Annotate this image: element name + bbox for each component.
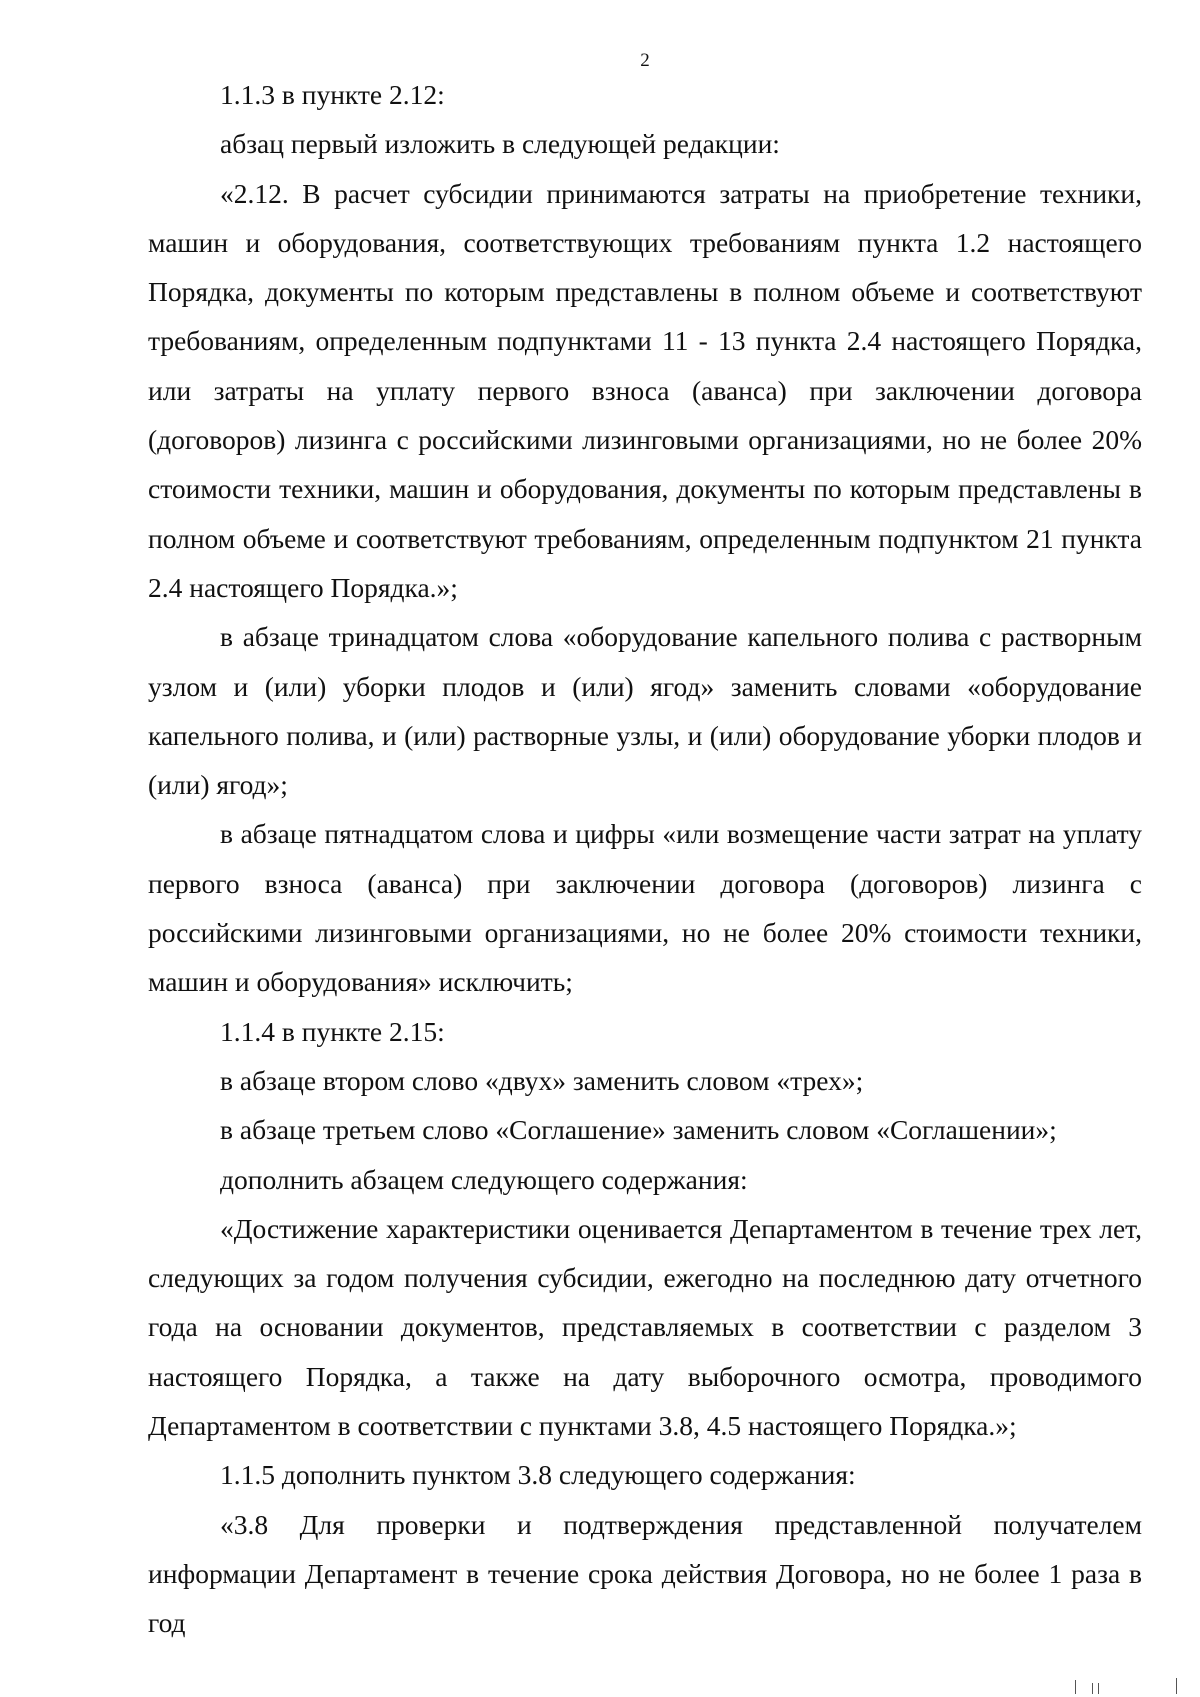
page-number: 2 [640,50,650,71]
paragraph: в абзаце тринадцатом слова «оборудование капельного полива с растворным узлом и (или) уборки плодов и (или) ягод» заменить словами «оборудование капельного полива, и (или) растворные узлы, и (или) оборудование уборки плодов и (или) ягод»; [148,621,1142,801]
document-text [148,70,1142,1648]
paragraph: «2.12. В расчет субсидии принимаются затраты на приобретение техники, машин и оборудования, соответствующих требованиям пункта 1.2 настоящего Порядка, документы по которым представлены в полном объеме и соответствуют требованиям, определенным подпунктами 11 - 13 пункта 2.4 настоящего Порядка, или затраты на уплату первого взноса (аванса) при заключении договора (договоров) лизинга с российскими лизинговыми организациями, но не более 20% стоимости техники, машин и оборудования, документы по которым представлены в полном объеме и соответствуют требованиям, определенным подпунктом 21 пункта 2.4 настоящего Порядка.»; [148,177,1142,603]
scan-artifact [1176,1678,1177,1694]
paragraph: в абзаце третьем слово «Соглашение» заменить словом «Соглашении»; [220,1114,1057,1146]
paragraph: «Достижение характеристики оценивается Департаментом в течение трех лет, следующих за годом получения субсидии, ежегодно на последнюю дату отчетного года на основании документов, представляемых в соответствии с разделом 3 настоящего Порядка, а также на дату выборочного осмотра, проводимого Департаментом в соответствии с пунктами 3.8, 4.5 настоящего Порядка.»; [148,1212,1142,1442]
paragraph: дополнить абзацем следующего содержания: [220,1163,748,1195]
scan-artifact [1075,1680,1076,1694]
paragraph: абзац первый изложить в следующей редакции: [220,128,780,160]
paragraph: 1.1.5 дополнить пунктом 3.8 следующего содержания: [220,1459,856,1491]
paragraph: 1.1.3 в пункте 2.12: [220,79,445,110]
paragraph: в абзаце пятнадцатом слова и цифры «или возмещение части затрат на уплату первого взноса (аванса) при заключении договора (договоров) лизинга с российскими лизинговыми организациями, но не более 20% стоимости техники, машин и оборудования» исключить; [148,818,1142,998]
scan-artifact [1092,1683,1093,1694]
paragraph: 1.1.4 в пункте 2.15: [220,1015,445,1047]
scan-artifact [1098,1683,1099,1694]
paragraph: в абзаце втором слово «двух» заменить словом «трех»; [220,1064,864,1096]
paragraph: «3.8 Для проверки и подтверждения представленной получателем информации Департамент в течение срока действия Договора, но не более 1 раза в год [148,1508,1142,1639]
